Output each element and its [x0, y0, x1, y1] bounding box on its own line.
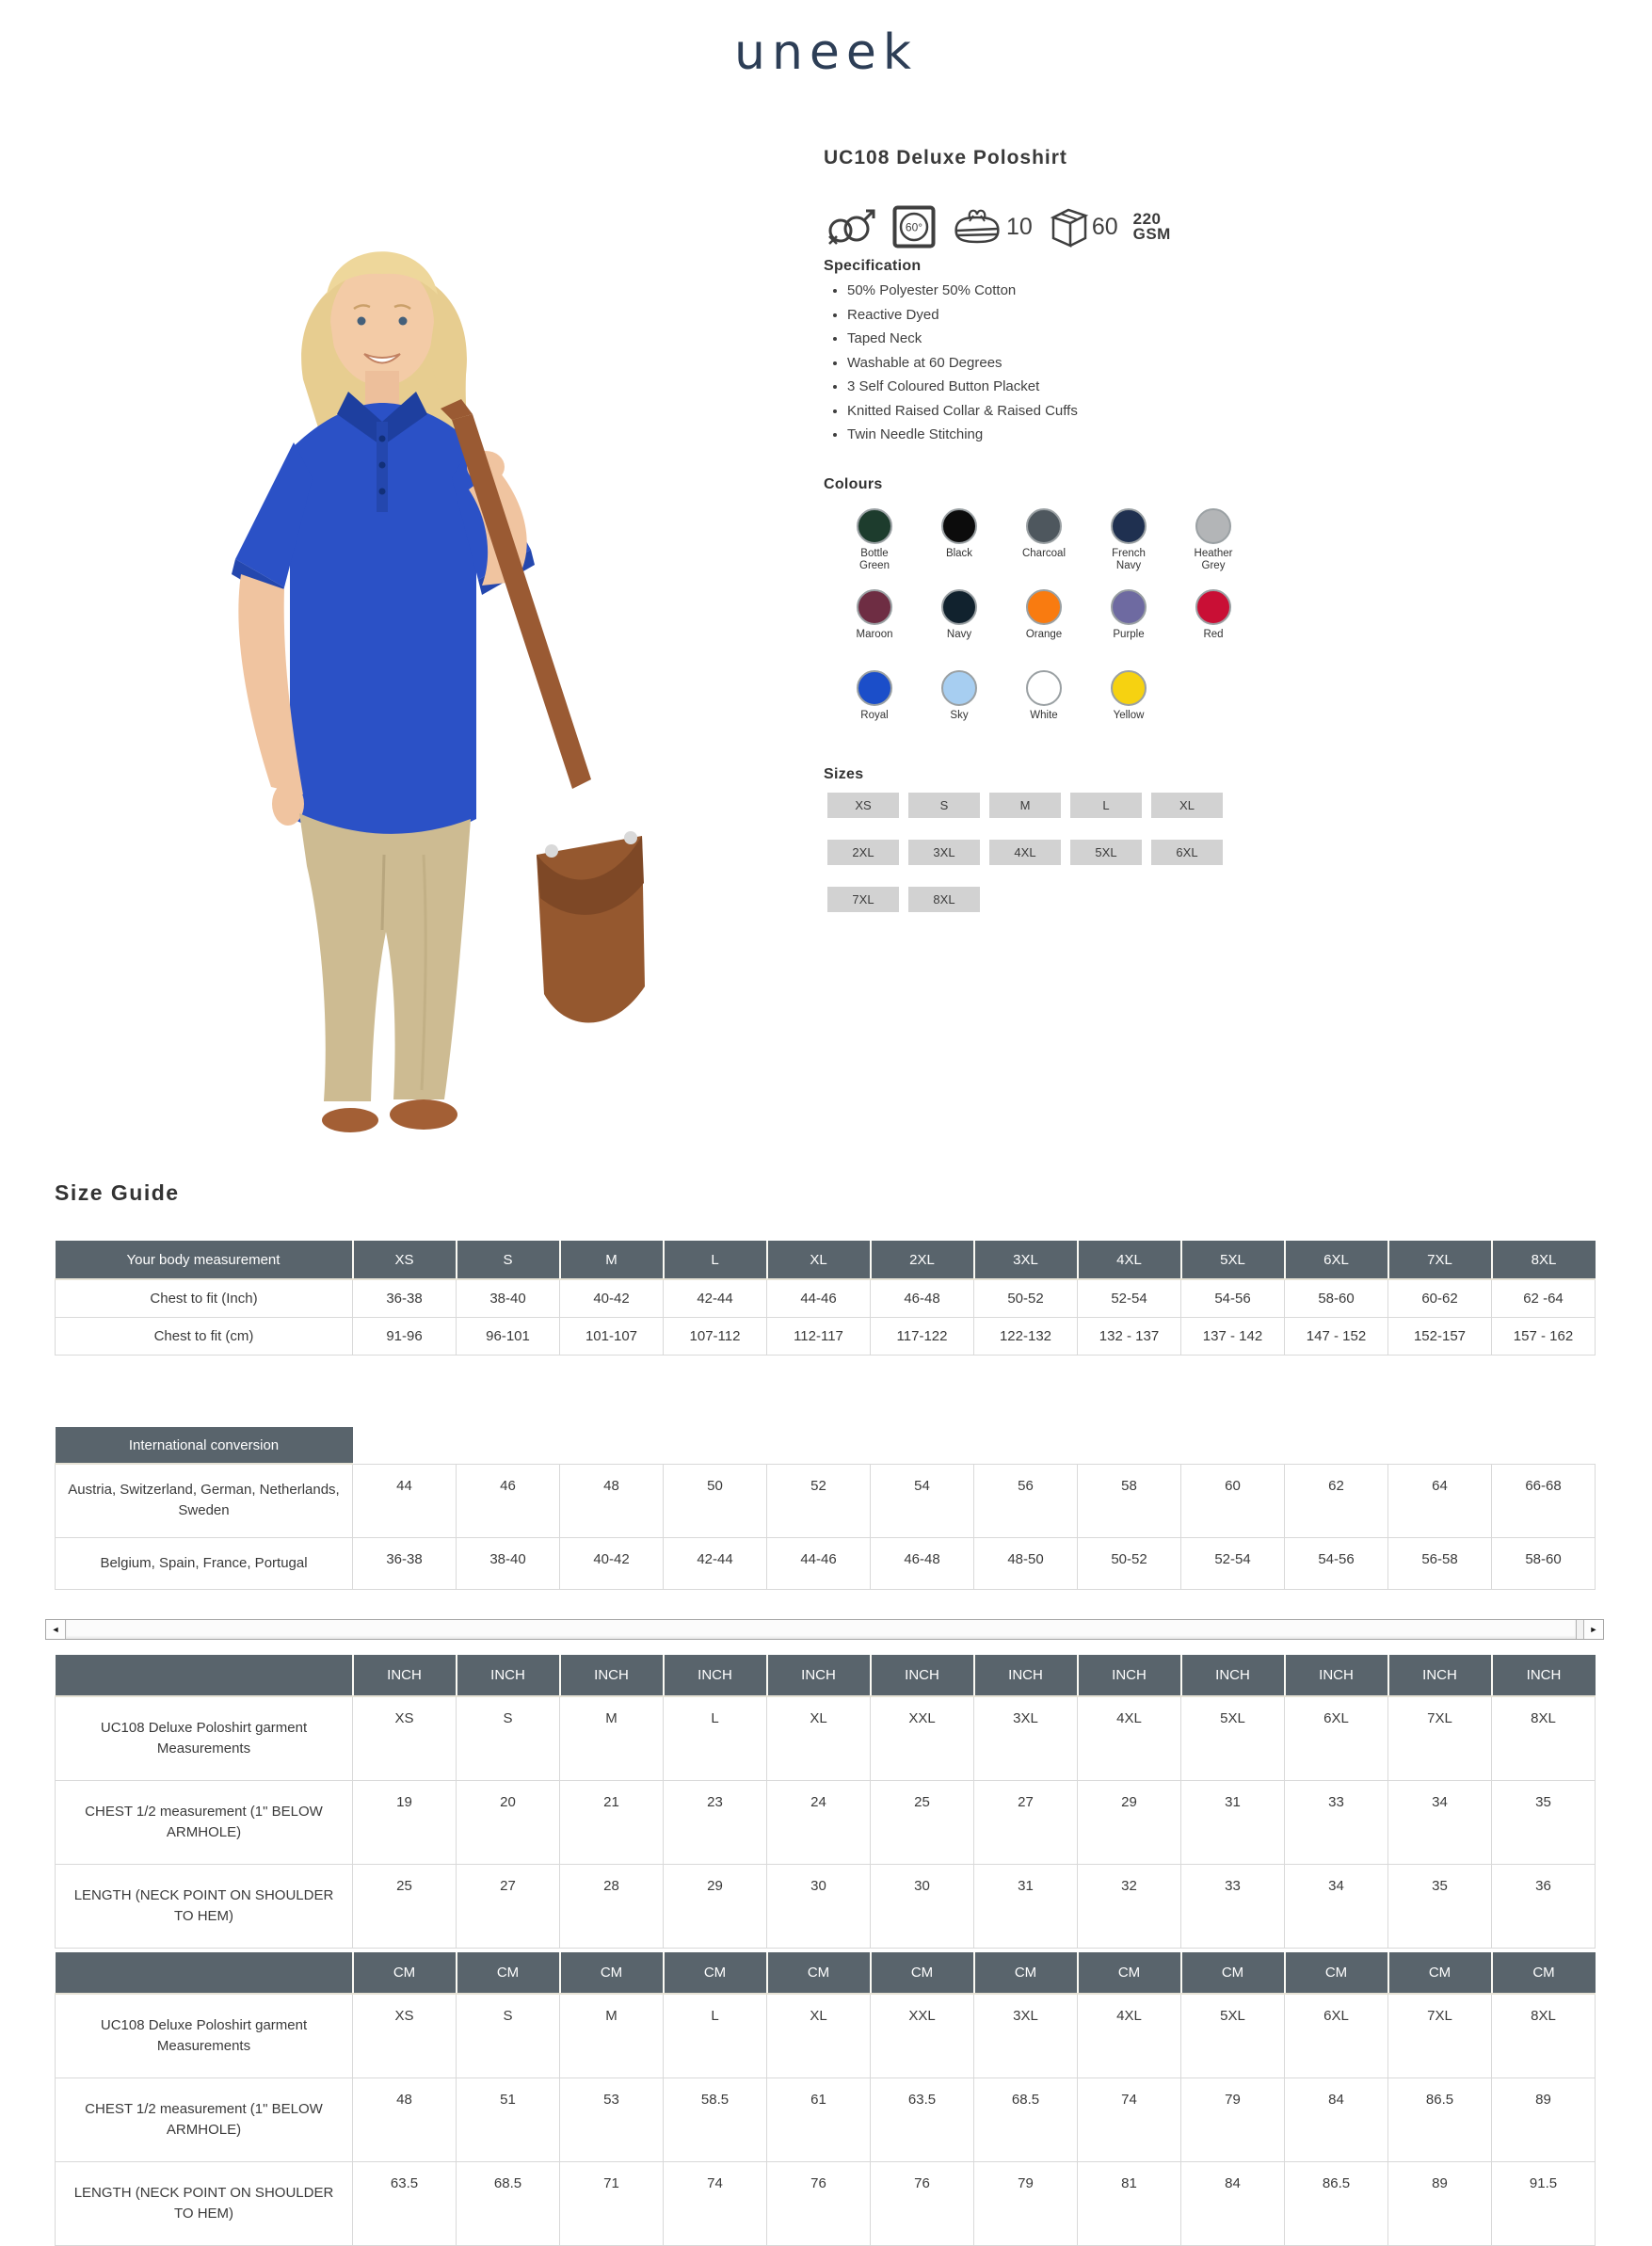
header-cell: CM	[767, 1952, 871, 1994]
cell: 147 - 152	[1285, 1318, 1388, 1356]
cell: 44-46	[767, 1537, 871, 1589]
cell: 91-96	[353, 1318, 457, 1356]
header-cell: 6XL	[1285, 1241, 1388, 1279]
cell: 86.5	[1285, 2162, 1388, 2246]
cell: 54-56	[1181, 1279, 1285, 1318]
cell: 96-101	[457, 1318, 560, 1356]
header-cell: 2XL	[871, 1241, 974, 1279]
cell: 89	[1492, 2078, 1596, 2162]
colour-label: Royal	[860, 710, 889, 721]
cell: 8XL	[1492, 1696, 1596, 1781]
cell: 63.5	[353, 2162, 457, 2246]
cell: 6XL	[1285, 1696, 1388, 1781]
header-cell	[871, 1427, 974, 1464]
colour-label: Yellow	[1113, 710, 1145, 721]
header-cell: INCH	[1181, 1655, 1285, 1696]
cell: 74	[1078, 2078, 1181, 2162]
cell: 48	[560, 1464, 664, 1537]
cell: 33	[1285, 1781, 1388, 1865]
header-cell: CM	[974, 1952, 1078, 1994]
cell: 66-68	[1492, 1464, 1596, 1537]
colour-swatch-white[interactable]	[1002, 670, 1086, 734]
colour-label: Bottle Green	[859, 548, 890, 571]
cell: 81	[1078, 2162, 1181, 2246]
cell: 32	[1078, 1865, 1181, 1949]
colour-swatch-black[interactable]	[917, 508, 1002, 572]
size-button-8xl[interactable]: 8XL	[908, 887, 980, 912]
scroll-right-button[interactable]	[1583, 1620, 1603, 1639]
cell: XS	[353, 1696, 457, 1781]
cell: 52-54	[1181, 1537, 1285, 1589]
colour-dot[interactable]	[857, 508, 892, 544]
cell: 62	[1285, 1464, 1388, 1537]
header-cell: CM	[1078, 1952, 1181, 1994]
cell: 101-107	[560, 1318, 664, 1356]
colours-heading: Colours	[824, 476, 883, 492]
colour-dot[interactable]	[1026, 670, 1062, 706]
header-cell: CM	[353, 1952, 457, 1994]
cell: 50-52	[974, 1279, 1078, 1318]
cell: 76	[767, 2162, 871, 2246]
cell: 91.5	[1492, 2162, 1596, 2246]
header-cell: INCH	[1388, 1655, 1492, 1696]
header-cell: INCH	[1078, 1655, 1181, 1696]
cell: 63.5	[871, 2078, 974, 2162]
colour-label: White	[1030, 710, 1058, 721]
cell: 34	[1388, 1781, 1492, 1865]
cell: 71	[560, 2162, 664, 2246]
cell: 50	[664, 1464, 767, 1537]
size-guide-heading: Size Guide	[55, 1180, 180, 1205]
header-cell: XL	[767, 1241, 871, 1279]
colour-dot[interactable]	[857, 589, 892, 625]
cell: 58-60	[1285, 1279, 1388, 1318]
row-label: Chest to fit (cm)	[56, 1318, 353, 1356]
cell: 112-117	[767, 1318, 871, 1356]
header-cell: CM	[560, 1952, 664, 1994]
colour-swatch-grid	[832, 508, 1256, 734]
cell: 29	[1078, 1781, 1181, 1865]
colour-dot[interactable]	[941, 508, 977, 544]
table-row	[56, 1781, 1596, 1865]
cell: 8XL	[1492, 1994, 1596, 2078]
cell: 6XL	[1285, 1994, 1388, 2078]
cell: 34	[1285, 1865, 1388, 1949]
specification-list	[826, 279, 1078, 447]
header-cell: CM	[1285, 1952, 1388, 1994]
cell: 54-56	[1285, 1537, 1388, 1589]
cell: M	[560, 1696, 664, 1781]
table-row	[56, 1537, 1596, 1589]
cell: XXL	[871, 1994, 974, 2078]
cell: 54	[871, 1464, 974, 1537]
colour-swatch-maroon[interactable]	[832, 589, 917, 653]
header-cell: 3XL	[974, 1241, 1078, 1279]
page-title: UC108 Deluxe Poloshirt	[824, 147, 1067, 168]
cell: 31	[974, 1865, 1078, 1949]
header-cell	[664, 1427, 767, 1464]
table-row	[56, 1318, 1596, 1356]
colour-dot[interactable]	[857, 670, 892, 706]
cell: 64	[1388, 1464, 1492, 1537]
colour-label: Black	[945, 548, 973, 559]
spec-item: • Twin Needle Stitching	[847, 423, 1078, 447]
header-cell	[974, 1427, 1078, 1464]
cell: 79	[974, 2162, 1078, 2246]
cell: 60	[1181, 1464, 1285, 1537]
fabric-weight-value: 220	[1132, 210, 1162, 228]
spec-item: • Washable at 60 Degrees	[847, 351, 1078, 376]
unisex-icon	[825, 205, 877, 249]
colour-swatch-bottle-green[interactable]	[832, 508, 917, 572]
cell: 89	[1388, 2162, 1492, 2246]
colour-swatch-purple[interactable]	[1086, 589, 1171, 653]
cell: 48-50	[974, 1537, 1078, 1589]
cell: 107-112	[664, 1318, 767, 1356]
cell: M	[560, 1994, 664, 2078]
cell: 52	[767, 1464, 871, 1537]
row-label: Austria, Switzerland, German, Netherlands, Sweden	[56, 1464, 353, 1537]
header-cell: CM	[871, 1952, 974, 1994]
cell: 74	[664, 2162, 767, 2246]
carton-quantity-value: 60	[1091, 213, 1118, 240]
header-cell: 4XL	[1078, 1241, 1181, 1279]
colour-swatch-royal[interactable]	[832, 670, 917, 734]
attribute-icons-row	[825, 205, 1171, 249]
cell: 19	[353, 1781, 457, 1865]
colour-dot[interactable]	[1195, 589, 1231, 625]
cell: 52-54	[1078, 1279, 1181, 1318]
row-label: Belgium, Spain, France, Portugal	[56, 1537, 353, 1589]
scroll-right-icon: ►	[1589, 1625, 1598, 1634]
colour-label: Orange	[1025, 629, 1063, 640]
cell: 40-42	[560, 1279, 664, 1318]
header-cell: INCH	[1492, 1655, 1596, 1696]
header-cell: INCH	[871, 1655, 974, 1696]
header-cell: 8XL	[1492, 1241, 1596, 1279]
cell: 137 - 142	[1181, 1318, 1285, 1356]
table-row	[56, 1696, 1596, 1781]
cell: 61	[767, 2078, 871, 2162]
header-cell	[560, 1427, 664, 1464]
spec-item: • Taped Neck	[847, 327, 1078, 351]
colour-swatch-red[interactable]	[1171, 589, 1256, 653]
cell: 68.5	[457, 2162, 560, 2246]
cell: 51	[457, 2078, 560, 2162]
sizes-heading: Sizes	[824, 766, 864, 782]
cell: 44	[353, 1464, 457, 1537]
cell: 5XL	[1181, 1994, 1285, 2078]
pack-quantity-value: 10	[1006, 213, 1033, 240]
table-row	[56, 2162, 1596, 2246]
cell: 46	[457, 1464, 560, 1537]
colour-dot[interactable]	[1111, 670, 1147, 706]
cell: 53	[560, 2078, 664, 2162]
cell: S	[457, 1696, 560, 1781]
size-button-l[interactable]: L	[1070, 793, 1142, 818]
cell: 27	[974, 1781, 1078, 1865]
colour-dot[interactable]	[1026, 589, 1062, 625]
cell: 42-44	[664, 1279, 767, 1318]
header-cell: INCH	[1285, 1655, 1388, 1696]
header-cell: L	[664, 1241, 767, 1279]
cell: 25	[353, 1865, 457, 1949]
cell: 23	[664, 1781, 767, 1865]
colour-swatch-french-navy[interactable]	[1086, 508, 1171, 572]
svg-text:60°: 60°	[905, 220, 923, 234]
header-cell: International conversion	[56, 1427, 353, 1464]
size-button-xl[interactable]: XL	[1151, 793, 1223, 818]
cell: 122-132	[974, 1318, 1078, 1356]
horizontal-scrollbar[interactable]	[45, 1619, 1604, 1640]
cell: 4XL	[1078, 1994, 1181, 2078]
size-button-7xl[interactable]: 7XL	[827, 887, 899, 912]
size-button-5xl[interactable]: 5XL	[1070, 840, 1142, 865]
cell: 84	[1181, 2162, 1285, 2246]
cell: 79	[1181, 2078, 1285, 2162]
colour-label: Heather Grey	[1194, 548, 1233, 571]
pack-quantity	[951, 206, 1033, 248]
header-cell	[1492, 1427, 1596, 1464]
cell: 36	[1492, 1865, 1596, 1949]
cell: 38-40	[457, 1537, 560, 1589]
header-cell	[56, 1655, 353, 1696]
colour-dot[interactable]	[1195, 508, 1231, 544]
polybag-icon	[951, 206, 1003, 248]
cell: 42-44	[664, 1537, 767, 1589]
header-cell: INCH	[664, 1655, 767, 1696]
cell: 30	[767, 1865, 871, 1949]
colour-swatch-heather-grey[interactable]	[1171, 508, 1256, 572]
colour-label: Navy	[946, 629, 972, 640]
cell: 86.5	[1388, 2078, 1492, 2162]
table-row	[56, 1279, 1596, 1318]
colour-dot[interactable]	[1026, 508, 1062, 544]
cell: 50-52	[1078, 1537, 1181, 1589]
cell: 4XL	[1078, 1696, 1181, 1781]
cell: XL	[767, 1994, 871, 2078]
cell: L	[664, 1994, 767, 2078]
table-row	[56, 1464, 1596, 1537]
colour-dot[interactable]	[1111, 508, 1147, 544]
specification-heading: Specification	[824, 258, 922, 274]
cell: 3XL	[974, 1696, 1078, 1781]
header-cell	[1285, 1427, 1388, 1464]
cell: 28	[560, 1865, 664, 1949]
colour-swatch-orange[interactable]	[1002, 589, 1086, 653]
header-cell	[56, 1952, 353, 1994]
table-row	[56, 2078, 1596, 2162]
colour-dot[interactable]	[1111, 589, 1147, 625]
cell: 30	[871, 1865, 974, 1949]
cell: 56	[974, 1464, 1078, 1537]
wash-60-icon	[892, 205, 936, 249]
cell: 7XL	[1388, 1696, 1492, 1781]
carton-box-icon	[1048, 205, 1089, 249]
header-cell: CM	[1492, 1952, 1596, 1994]
header-cell	[1388, 1427, 1492, 1464]
cell: 21	[560, 1781, 664, 1865]
cell: 62 -64	[1492, 1279, 1596, 1318]
cell: 5XL	[1181, 1696, 1285, 1781]
cell: 68.5	[974, 2078, 1078, 2162]
row-label: CHEST 1/2 measurement (1" BELOW ARMHOLE)	[56, 2078, 353, 2162]
colour-swatch-navy[interactable]	[917, 589, 1002, 653]
row-label: CHEST 1/2 measurement (1" BELOW ARMHOLE)	[56, 1781, 353, 1865]
cell: 44-46	[767, 1279, 871, 1318]
size-button-xs[interactable]: XS	[827, 793, 899, 818]
colour-swatch-yellow[interactable]	[1086, 670, 1171, 734]
spec-item: • Knitted Raised Collar & Raised Cuffs	[847, 399, 1078, 424]
model-illustration	[141, 139, 645, 1145]
cell: 152-157	[1388, 1318, 1492, 1356]
cell: 132 - 137	[1078, 1318, 1181, 1356]
size-button-3xl[interactable]: 3XL	[908, 840, 980, 865]
header-cell: S	[457, 1241, 560, 1279]
header-cell: M	[560, 1241, 664, 1279]
size-button-4xl[interactable]: 4XL	[989, 840, 1061, 865]
header-cell: 5XL	[1181, 1241, 1285, 1279]
size-button-m[interactable]: M	[989, 793, 1061, 818]
header-cell: CM	[1181, 1952, 1285, 1994]
garment-inch-table	[55, 1655, 1596, 1949]
row-label: Chest to fit (Inch)	[56, 1279, 353, 1318]
colour-label: Purple	[1113, 629, 1145, 640]
size-button-2xl[interactable]: 2XL	[827, 840, 899, 865]
header-cell	[353, 1427, 457, 1464]
cell: 46-48	[871, 1279, 974, 1318]
header-cell: Your body measurement	[56, 1241, 353, 1279]
row-label: UC108 Deluxe Poloshirt garment Measurements	[56, 1994, 353, 2078]
colour-dot[interactable]	[941, 670, 977, 706]
size-button-s[interactable]: S	[908, 793, 980, 818]
product-photo	[141, 139, 645, 1145]
colour-label: Maroon	[856, 629, 893, 640]
fabric-weight	[1133, 212, 1171, 242]
cell: 38-40	[457, 1279, 560, 1318]
cell: 60-62	[1388, 1279, 1492, 1318]
colour-swatch-sky[interactable]	[917, 670, 1002, 734]
international-conversion-table	[55, 1427, 1596, 1590]
cell: 27	[457, 1865, 560, 1949]
cell: XXL	[871, 1696, 974, 1781]
cell: 58	[1078, 1464, 1181, 1537]
garment-cm-table	[55, 1952, 1596, 2246]
header-cell: 7XL	[1388, 1241, 1492, 1279]
table-row	[56, 1865, 1596, 1949]
header-cell: INCH	[767, 1655, 871, 1696]
cell: 29	[664, 1865, 767, 1949]
cell: 56-58	[1388, 1537, 1492, 1589]
cell: 58.5	[664, 2078, 767, 2162]
header-cell: CM	[664, 1952, 767, 1994]
header-cell: INCH	[560, 1655, 664, 1696]
cell: 33	[1181, 1865, 1285, 1949]
colour-dot[interactable]	[941, 589, 977, 625]
cell: 35	[1388, 1865, 1492, 1949]
carton-quantity	[1048, 205, 1118, 249]
cell: L	[664, 1696, 767, 1781]
fabric-weight-unit: GSM	[1132, 225, 1171, 243]
cell: 25	[871, 1781, 974, 1865]
header-cell	[767, 1427, 871, 1464]
cell: 157 - 162	[1492, 1318, 1596, 1356]
header-cell: XS	[353, 1241, 457, 1279]
cell: 24	[767, 1781, 871, 1865]
header-cell: CM	[457, 1952, 560, 1994]
row-label: LENGTH (NECK POINT ON SHOULDER TO HEM)	[56, 1865, 353, 1949]
size-button-grid	[827, 793, 1223, 912]
scroll-left-button[interactable]	[46, 1620, 66, 1639]
header-cell: INCH	[457, 1655, 560, 1696]
cell: 58-60	[1492, 1537, 1596, 1589]
colour-label: French Navy	[1112, 548, 1146, 571]
scrollbar-thumb[interactable]	[66, 1620, 1577, 1639]
size-button-6xl[interactable]: 6XL	[1151, 840, 1223, 865]
colour-label: Sky	[950, 710, 969, 721]
cell: 84	[1285, 2078, 1388, 2162]
cell: 35	[1492, 1781, 1596, 1865]
scroll-left-icon: ◄	[51, 1625, 60, 1634]
cell: S	[457, 1994, 560, 2078]
cell: 36-38	[353, 1537, 457, 1589]
spec-item: • Reactive Dyed	[847, 303, 1078, 328]
header-cell	[457, 1427, 560, 1464]
row-label: UC108 Deluxe Poloshirt garment Measurements	[56, 1696, 353, 1781]
table-row	[56, 1994, 1596, 2078]
header-cell	[1181, 1427, 1285, 1464]
colour-label: Charcoal	[1021, 548, 1067, 559]
cell: XL	[767, 1696, 871, 1781]
cell: 3XL	[974, 1994, 1078, 2078]
cell: 36-38	[353, 1279, 457, 1318]
cell: 31	[1181, 1781, 1285, 1865]
colour-swatch-charcoal[interactable]	[1002, 508, 1086, 572]
body-measurement-table	[55, 1241, 1596, 1356]
spec-item: • 3 Self Coloured Button Placket	[847, 375, 1078, 399]
cell: 7XL	[1388, 1994, 1492, 2078]
cell: XS	[353, 1994, 457, 2078]
cell: 20	[457, 1781, 560, 1865]
header-cell: CM	[1388, 1952, 1492, 1994]
row-label: LENGTH (NECK POINT ON SHOULDER TO HEM)	[56, 2162, 353, 2246]
header-cell	[1078, 1427, 1181, 1464]
cell: 76	[871, 2162, 974, 2246]
header-cell: INCH	[353, 1655, 457, 1696]
brand-logo: uneek	[733, 24, 918, 81]
colour-label: Red	[1203, 629, 1224, 640]
header-cell: INCH	[974, 1655, 1078, 1696]
cell: 117-122	[871, 1318, 974, 1356]
cell: 48	[353, 2078, 457, 2162]
cell: 40-42	[560, 1537, 664, 1589]
spec-item: • 50% Polyester 50% Cotton	[847, 279, 1078, 303]
cell: 46-48	[871, 1537, 974, 1589]
